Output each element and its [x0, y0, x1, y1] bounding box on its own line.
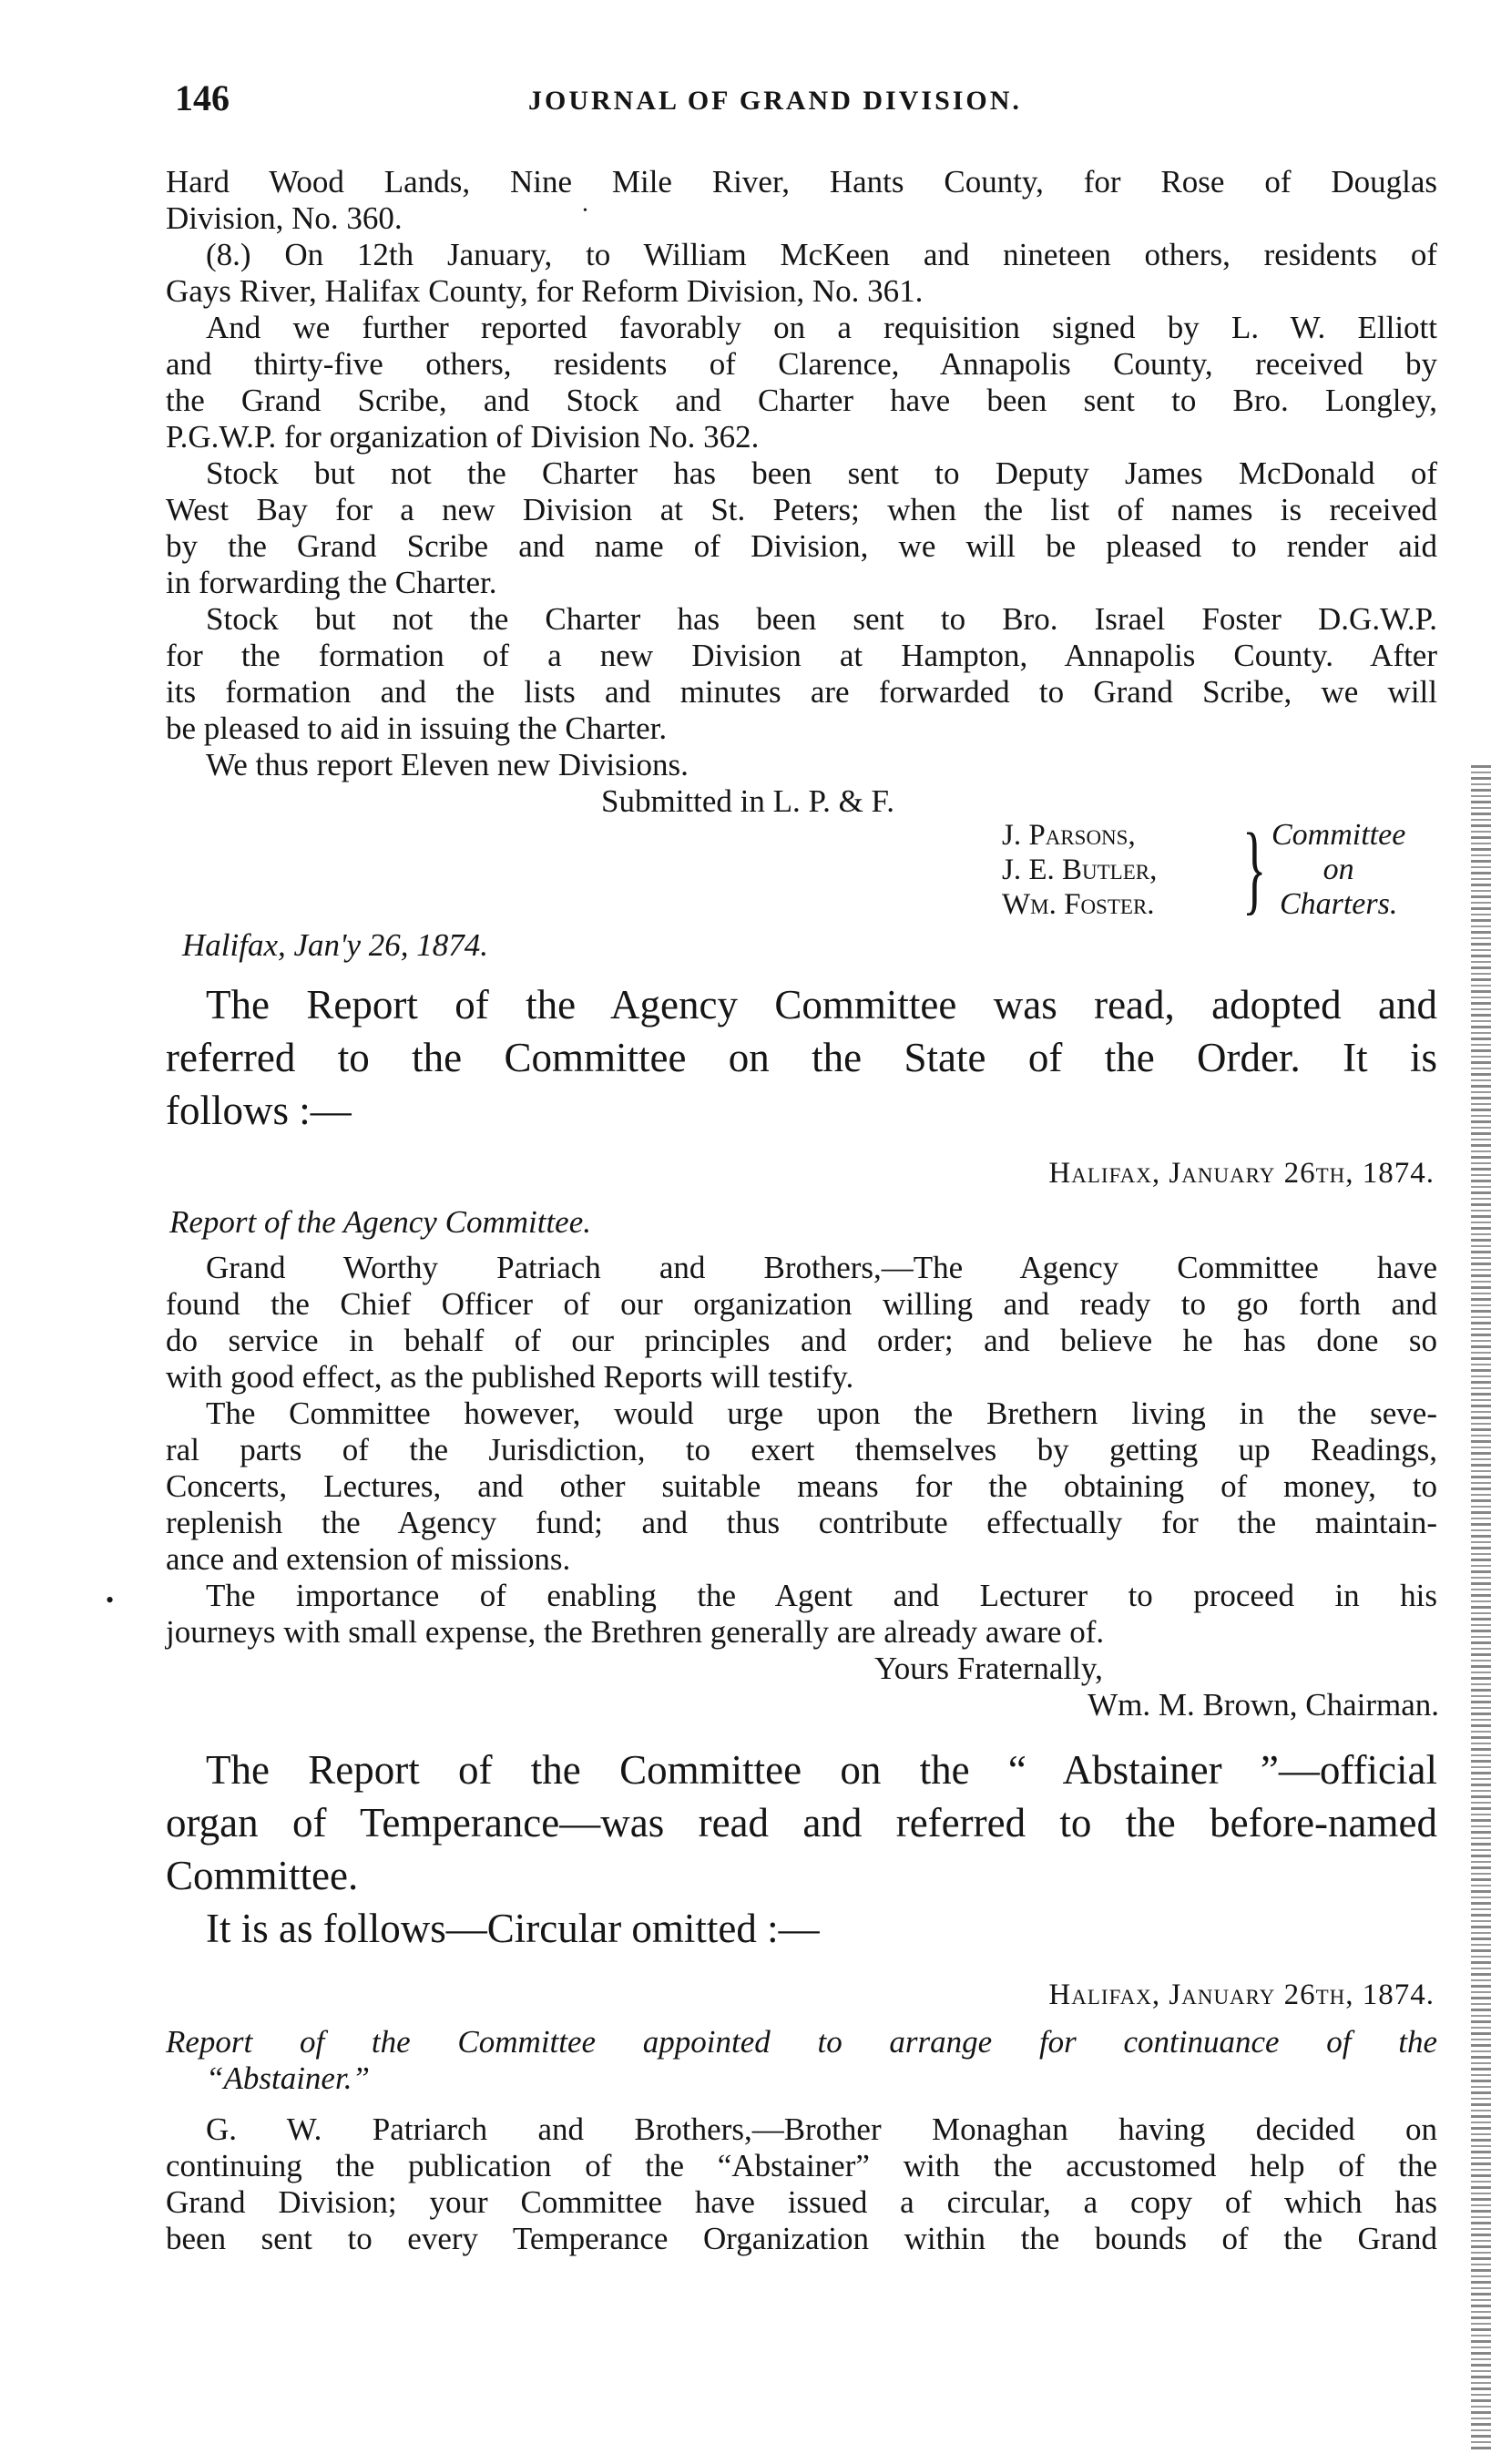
margin-mark: •: [106, 1587, 115, 1613]
abstainer-intro: [166, 1743, 1437, 1955]
text-line: be pleased to aid in issuing the Charter.: [166, 711, 668, 746]
text-line: And we further reported favorably on a requisition signed by L. W. Elliott: [206, 310, 1437, 345]
text-line: Grand Division; your Committee have issued a circular, a copy of which has: [166, 2184, 1437, 2220]
submitted-line: Submitted in L. P. & F.: [601, 783, 894, 819]
closing: Yours Fraternally,: [874, 1651, 1103, 1686]
text-line: Stock but not the Charter has been sent to Deputy James McDonald of: [206, 455, 1437, 491]
text-line: replenish the Agency fund; and thus contribute effectually for the maintain-: [166, 1505, 1437, 1540]
text-line: P.G.W.P. for organization of Division No. 362.: [166, 419, 760, 455]
text-line: The Report of the Agency Committee was read, adopted and: [206, 982, 1437, 1028]
text-line: journeys with small expense, the Brethren generally are already aware of.: [166, 1614, 1105, 1650]
signer: J. Parsons,: [1002, 819, 1136, 852]
abstainer-heading: [166, 2024, 1437, 2097]
running-head: JOURNAL OF GRAND DIVISION.: [528, 86, 1022, 116]
agency-report-text: [166, 1250, 1437, 1651]
text-line: Committee.: [166, 1853, 359, 1898]
text-line: organ of Temperance—was read and referred to the before-named: [166, 1800, 1437, 1845]
text-line: its formation and the lists and minutes are forwarded to Grand Scribe, we will: [166, 674, 1437, 710]
agency-intro: [166, 978, 1437, 1137]
text-line: been sent to every Temperance Organization within the bounds of the Grand: [166, 2221, 1437, 2256]
text-line: do service in behalf of our principles and order; and believe he has done so: [166, 1323, 1437, 1358]
margin-mark: •: [583, 204, 587, 218]
text-line: with good effect, as the published Reports will testify.: [166, 1359, 854, 1395]
text-line: It is as follows—Circular omitted :—: [206, 1906, 820, 1951]
text-line: ral parts of the Jurisdiction, to exert themselves by getting up Readings,: [166, 1432, 1437, 1467]
signer: J. E. Butler,: [1002, 854, 1158, 886]
text-line: the Grand Scribe, and Stock and Charter have been sent to Bro. Longley,: [166, 383, 1437, 418]
agency-date: Halifax, January 26th, 1874.: [1048, 1157, 1435, 1190]
agency-heading: Report of the Agency Committee.: [169, 1204, 591, 1240]
text-line: Hard Wood Lands, Nine Mile River, Hants County, for Rose of Douglas: [166, 164, 1437, 199]
text-line: Report of the Committee appointed to arrange for continuance of the: [166, 2024, 1437, 2060]
page-number: 146: [175, 77, 230, 118]
text-line: and thirty-five others, residents of Clarence, Annapolis County, received by: [166, 346, 1437, 382]
text-line: The Report of the Committee on the “ Abstainer ”—official: [206, 1747, 1437, 1793]
text-line: by the Grand Scribe and name of Division, we will be pleased to render aid: [166, 528, 1437, 564]
text-line: Grand Worthy Patriach and Brothers,—The Agency Committee have: [206, 1250, 1437, 1285]
text-line: referred to the Committee on the State of the Order. It is: [166, 1035, 1437, 1080]
binding-edge: [1471, 765, 1491, 2450]
text-line: The importance of enabling the Agent and Lecturer to proceed in his: [206, 1578, 1437, 1613]
text-line: found the Chief Officer of our organization willing and ready to go forth and: [166, 1286, 1437, 1322]
abstainer-date: Halifax, January 26th, 1874.: [1048, 1978, 1435, 2011]
text-line: West Bay for a new Division at St. Peters; when the list of names is received: [166, 492, 1437, 527]
text-line: ance and extension of missions.: [166, 1541, 571, 1577]
signers: [1002, 818, 1157, 922]
text-line: (8.) On 12th January, to William McKeen and nineteen others, residents of: [206, 237, 1437, 272]
charters-report-text: [166, 164, 1437, 783]
text-line: G. W. Patriarch and Brothers,—Brother Monaghan having decided on: [206, 2111, 1437, 2147]
text-line: follows :—: [166, 1088, 352, 1133]
committee-label: Committee on Charters.: [1271, 818, 1406, 921]
text-line: The Committee however, would urge upon the Brethern living in the seve-: [206, 1396, 1437, 1431]
text-line: in forwarding the Charter.: [166, 565, 497, 600]
text-line: We thus report Eleven new Divisions.: [206, 747, 689, 782]
signer: Wm. Foster.: [1002, 888, 1155, 921]
abstainer-report-text: [166, 2111, 1437, 2257]
brace: }: [1242, 813, 1267, 924]
text-line: Concerts, Lectures, and other suitable means for the obtaining of money, to: [166, 1468, 1437, 1504]
text-line: “Abstainer.”: [206, 2060, 370, 2096]
text-line: continuing the publication of the “Abstainer” with the accustomed help of the: [166, 2148, 1437, 2183]
dateline: Halifax, Jan'y 26, 1874.: [182, 927, 489, 963]
text-line: Gays River, Halifax County, for Reform Division, No. 361.: [166, 273, 924, 309]
text-line: for the formation of a new Division at Hampton, Annapolis County. After: [166, 638, 1437, 673]
text-line: Stock but not the Charter has been sent to Bro. Israel Foster D.G.W.P.: [206, 601, 1437, 637]
signature: Wm. M. Brown, Chairman.: [1088, 1687, 1439, 1723]
text-line: Division, No. 360.: [166, 200, 403, 236]
